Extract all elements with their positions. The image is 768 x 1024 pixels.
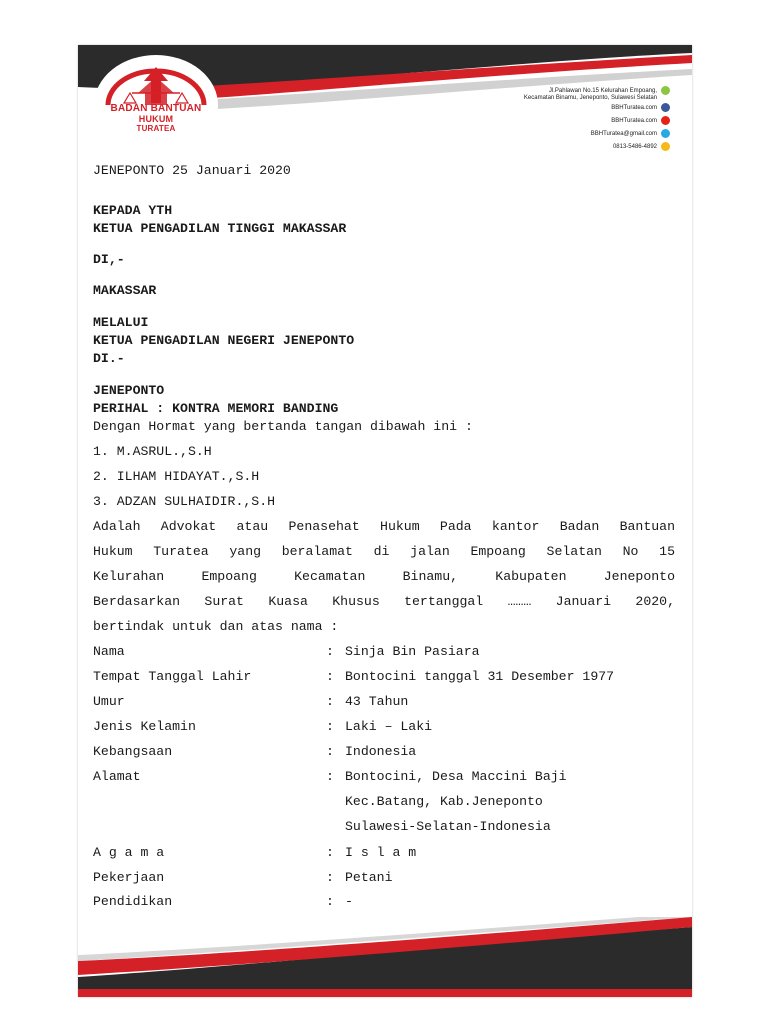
logo-line-1: BADAN BANTUAN [110,103,202,114]
identity-value: 43 Tahun [345,694,409,709]
identity-value: Petani [345,870,393,885]
paragraph-line-1 [93,519,675,534]
bbh-logo [100,63,212,151]
paragraph-text-3: Kelurahan Empoang Kecamatan Binamu, Kabupaten Jeneponto [93,569,675,584]
identity-colon: : [326,644,334,659]
paragraph-text-4: Berdasarkan Surat Kuasa Khusus tertanggal ……… Januari 2020, [93,594,675,609]
paragraph-line-4 [93,594,675,609]
facebook-icon [661,103,670,112]
recipient-name: KETUA PENGADILAN TINGGI MAKASSAR [93,221,347,236]
identity-label: A g a m a [93,845,165,860]
identity-value: Indonesia [345,744,417,759]
address-block [524,86,670,102]
signer-3: 3. ADZAN SULHAIDIR.,S.H [93,494,276,509]
signer-2: 2. ILHAM HIDAYAT.,S.H [93,469,260,484]
identity-label: Nama [93,644,125,659]
signer-1: 1. M.ASRUL.,S.H [93,444,212,459]
logo-line-3: TURATEA [136,124,176,133]
address-line-2: Kecamatan Binamu, Jeneponto, Sulawesi Selatan [523,95,657,101]
paragraph-line-5: bertindak untuk dan atas nama : [93,619,339,634]
recipient-title: KEPADA YTH [93,203,173,218]
letterhead-footer [78,917,692,997]
identity-colon: : [326,719,334,734]
recipient-di: DI,- [93,252,125,267]
location-icon [661,86,670,95]
via-di: DI.- [93,351,125,366]
identity-value: Sinja Bin Pasiara [345,644,480,659]
identity-label: Umur [93,694,125,709]
identity-value: Bontocini, Desa Maccini Baji [345,769,567,784]
identity-colon: : [326,769,334,784]
facebook-text: BBHTuratea.com [611,105,657,112]
letter-page [78,45,692,997]
identity-colon: : [326,669,334,684]
identity-colon: : [326,870,334,885]
email-icon [661,129,670,138]
identity-label: Jenis Kelamin [93,719,196,734]
paragraph-line-2 [93,544,675,559]
place-date: JENEPONTO 25 Januari 2020 [93,163,291,178]
logo-line-2: HUKUM [138,114,174,124]
email-contact [591,129,670,138]
facebook-contact [611,103,670,112]
recipient-city: MAKASSAR [93,283,157,298]
identity-value: Sulawesi-Selatan-Indonesia [345,819,551,834]
identity-value: Laki – Laki [345,719,433,734]
phone-contact [613,142,670,151]
via-recipient: KETUA PENGADILAN NEGERI JENEPONTO [93,333,355,348]
subject-line: PERIHAL : KONTRA MEMORI BANDING [93,401,339,416]
identity-value: Kec.Batang, Kab.Jeneponto [345,794,543,809]
identity-colon: : [326,744,334,759]
identity-label: Kebangsaan [93,744,173,759]
youtube-text: BBHTuratea.com [611,118,657,125]
identity-colon: : [326,845,334,860]
via-label: MELALUI [93,315,149,330]
identity-colon: : [326,894,334,909]
identity-label: Tempat Tanggal Lahir [93,669,252,684]
email-text: BBHTuratea@gmail.com [590,131,657,138]
identity-value: I s l a m [345,845,417,860]
youtube-contact [611,116,670,125]
identity-label: Pendidikan [93,894,173,909]
identity-label: Alamat [93,769,141,784]
paragraph-text-2: Hukum Turatea yang beralamat di jalan Empoang Selatan No 15 [93,544,675,559]
paragraph-text-1: Adalah Advokat atau Penasehat Hukum Pada kantor Badan Bantuan [93,519,675,534]
via-city: JENEPONTO [93,383,165,398]
phone-text: 0813-5486-4892 [612,144,657,151]
address-line-1: Jl.Pahlawan No.15 Kelurahan Empoang, [548,88,657,95]
opening-line: Dengan Hormat yang bertanda tangan dibawah ini : [93,419,473,434]
identity-value: - [345,894,353,909]
youtube-icon [661,116,670,125]
phone-icon [661,142,670,151]
identity-colon: : [326,694,334,709]
identity-value: Bontocini tanggal 31 Desember 1977 [345,669,615,684]
paragraph-line-3 [93,569,675,584]
identity-label: Pekerjaan [93,870,165,885]
